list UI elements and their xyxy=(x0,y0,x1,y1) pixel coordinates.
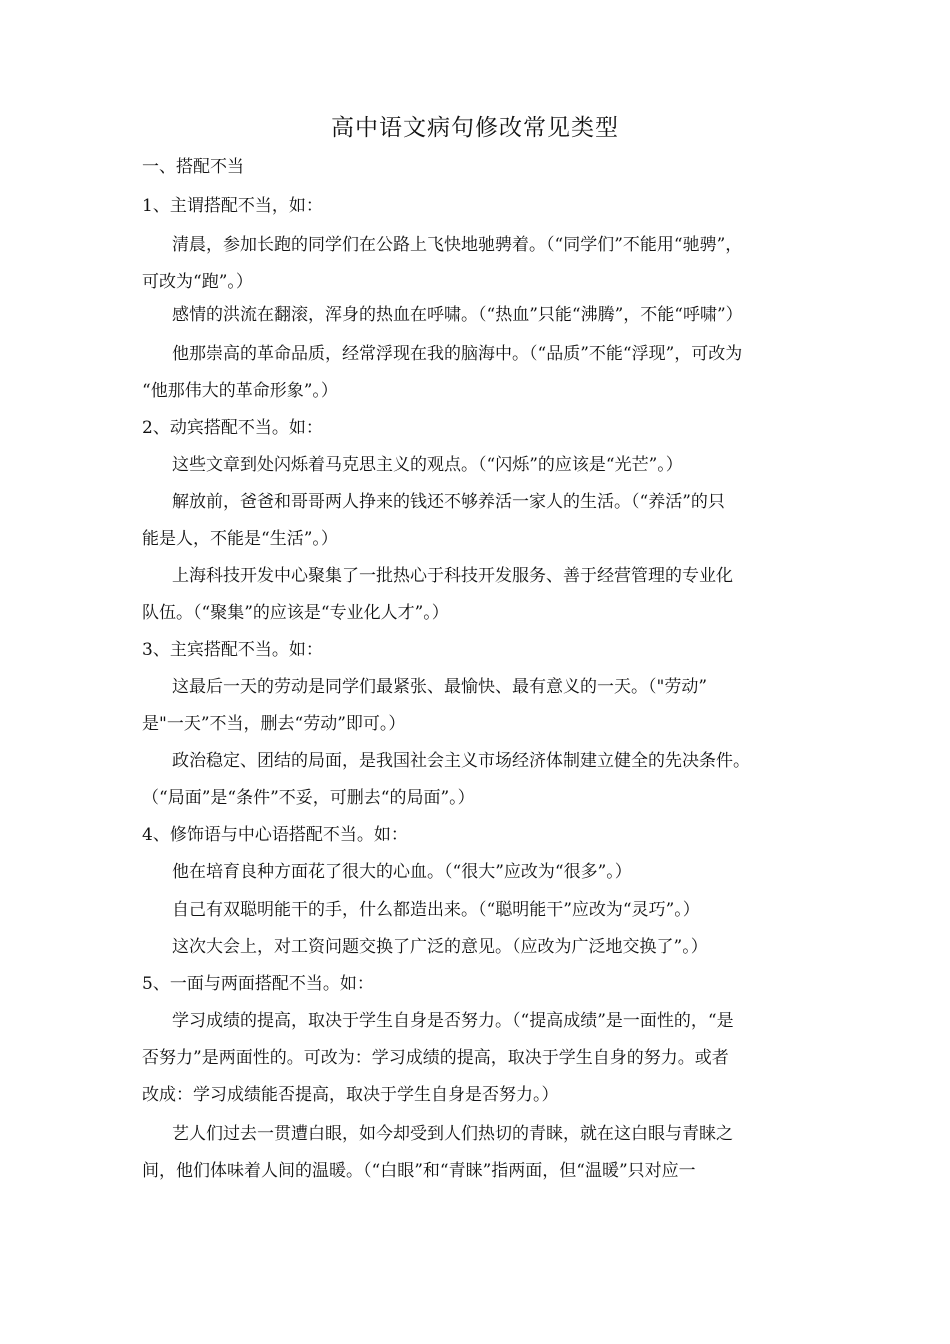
example-line: 改成：学习成绩能否提高，取决于学生自身是否努力。） xyxy=(142,1085,559,1105)
example-line: 这些文章到处闪烁着马克思主义的观点。（“闪烁”的应该是“光芒”。） xyxy=(172,455,683,475)
example-line: “他那伟大的革命形象”。） xyxy=(142,381,338,401)
example-line: 队伍。（“聚集”的应该是“专业化人才”。） xyxy=(142,603,449,623)
example-line: 间，他们体味着人间的温暖。（“白眼”和“青睐”指两面，但“温暖”只对应一 xyxy=(142,1161,696,1181)
example-line: 上海科技开发中心聚集了一批热心于科技开发服务、善于经营管理的专业化 xyxy=(172,566,733,586)
example-line: 能是人，不能是“生活”。） xyxy=(142,529,338,549)
example-line: 清晨，参加长跑的同学们在公路上飞快地驰骋着。（“同学们”不能用“驰骋”， xyxy=(172,235,743,255)
example-line: 他那崇高的革命品质，经常浮现在我的脑海中。（“品质”不能“浮现”，可改为 xyxy=(172,344,743,364)
example-line: 学习成绩的提高，取决于学生自身是否努力。（“提高成绩”是一面性的，“是 xyxy=(172,1011,734,1031)
example-line: 艺人们过去一贯遭白眼，如今却受到人们热切的青睐，就在这白眼与青睐之 xyxy=(172,1124,733,1144)
page-title: 高中语文病句修改常见类型 xyxy=(331,115,619,141)
subsection-heading: 3、主宾搭配不当。如： xyxy=(142,640,323,660)
example-line: 他在培育良种方面花了很大的心血。（“很大”应改为“很多”。） xyxy=(172,862,632,882)
example-line: 可改为“跑”。） xyxy=(142,272,253,292)
subsection-heading: 5、一面与两面搭配不当。如： xyxy=(142,974,374,994)
example-line: 这最后一天的劳动是同学们最紧张、最愉快、最有意义的一天。（"劳动” xyxy=(172,677,708,697)
example-line: 这次大会上，对工资问题交换了广泛的意见。（应改为广泛地交换了”。） xyxy=(172,937,708,957)
example-line: 否努力”是两面性的。可改为：学习成绩的提高，取决于学生自身的努力。或者 xyxy=(142,1048,729,1068)
subsection-heading: 1、主谓搭配不当，如： xyxy=(142,196,323,216)
section-heading: 一、搭配不当 xyxy=(142,157,244,177)
example-line: 感情的洪流在翻滚，浑身的热血在呼啸。（“热血”只能“沸腾”，不能“呼啸”） xyxy=(172,305,743,325)
subsection-heading: 2、动宾搭配不当。如： xyxy=(142,418,323,438)
example-line: 是"一天”不当，删去“劳动”即可。） xyxy=(142,714,406,734)
example-line: 解放前，爸爸和哥哥两人挣来的钱还不够养活一家人的生活。（“养活”的只 xyxy=(172,492,725,512)
example-line: 政治稳定、团结的局面，是我国社会主义市场经济体制建立健全的先决条件。 xyxy=(172,751,750,771)
example-line: （“局面”是“条件”不妥，可删去“的局面”。） xyxy=(142,788,475,808)
subsection-heading: 4、修饰语与中心语搭配不当。如： xyxy=(142,825,408,845)
example-line: 自己有双聪明能干的手，什么都造出来。（“聪明能干”应改为“灵巧”。） xyxy=(172,900,700,920)
